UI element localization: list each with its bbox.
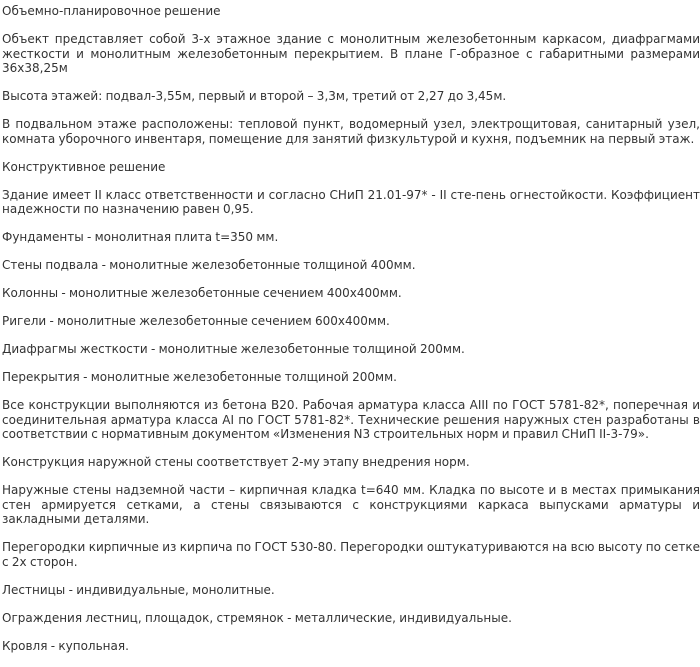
paragraph-partitions: Перегородки кирпичные из кирпича по ГОСТ 530-80. Перегородки оштукатуриваются на всю высоту по сетке с 2х сторон. <box>2 540 700 569</box>
section-heading-structural: Конструктивное решение <box>2 159 166 174</box>
paragraph-floor-heights: Высота этажей: подвал-3,55м, первый и второй – 3,3м, третий от 2,27 до 3,45м. <box>2 89 507 103</box>
paragraph-beams: Ригели - монолитные железобетонные сечением 600х400мм. <box>2 314 390 328</box>
paragraph-roof: Кровля - купольная. <box>2 638 129 653</box>
paragraph-responsibility-class: Здание имеет II класс ответственности и согласно СНиП 21.01-97* - II сте-пень огнестойкости. Коэффициент надежности по назначению равен 0,95. <box>2 187 700 216</box>
paragraph-object-description: Объект представляет собой 3-х этажное здание с монолитным железобетонным каркасом, диафрагмами жесткости и монолитным железобетонным перекрытием. В плане Г-образное с габаритными размерами 36х38,25м <box>2 32 700 75</box>
paragraph-external-wall-stage: Конструкция наружной стены соответствует 2-му этапу внедрения норм. <box>2 455 470 469</box>
paragraph-stairs: Лестницы - индивидуальные, монолитные. <box>2 582 275 597</box>
paragraph-railings: Ограждения лестниц, площадок, стремянок - металлические, индивидуальные. <box>2 610 512 625</box>
paragraph-shear-walls: Диафрагмы жесткости - монолитные железобетонные толщиной 200мм. <box>2 342 465 356</box>
paragraph-basement-walls: Стены подвала - монолитные железобетонные толщиной 400мм. <box>2 258 416 272</box>
paragraph-basement-rooms: В подвальном этаже расположены: тепловой пункт, водомерный узел, электрощитовая, санитарный узел, комната уборочного инвентаря, помещение для занятий физкультурой и кухня, подъемник на первый этаж. <box>2 117 700 146</box>
paragraph-slabs: Перекрытия - монолитные железобетонные толщиной 200мм. <box>2 370 397 384</box>
section-heading-planning: Объемно-планировочное решение <box>2 4 221 18</box>
paragraph-columns: Колонны - монолитные железобетонные сечением 400х400мм. <box>2 286 402 300</box>
paragraph-external-walls: Наружные стены надземной части – кирпичная кладка t=640 мм. Кладка по высоте и в местах примыкания стен армируется сетками, а стены связываются с конструкциями каркаса выпусками арматуры и закладными деталями. <box>2 483 700 526</box>
paragraph-concrete-reinforcement: Все конструкции выполняются из бетона В20. Рабочая арматура класса АIII по ГОСТ 5781-82*, поперечная и соединительная арматура класса АI по ГОСТ 5781-82*. Технические решения наружных стен разработаны в соответствии с нормативным документом «Изменения N3 строительных норм и правил СНиП II-3-79». <box>2 398 700 441</box>
paragraph-foundations: Фундаменты - монолитная плита t=350 мм. <box>2 230 279 244</box>
